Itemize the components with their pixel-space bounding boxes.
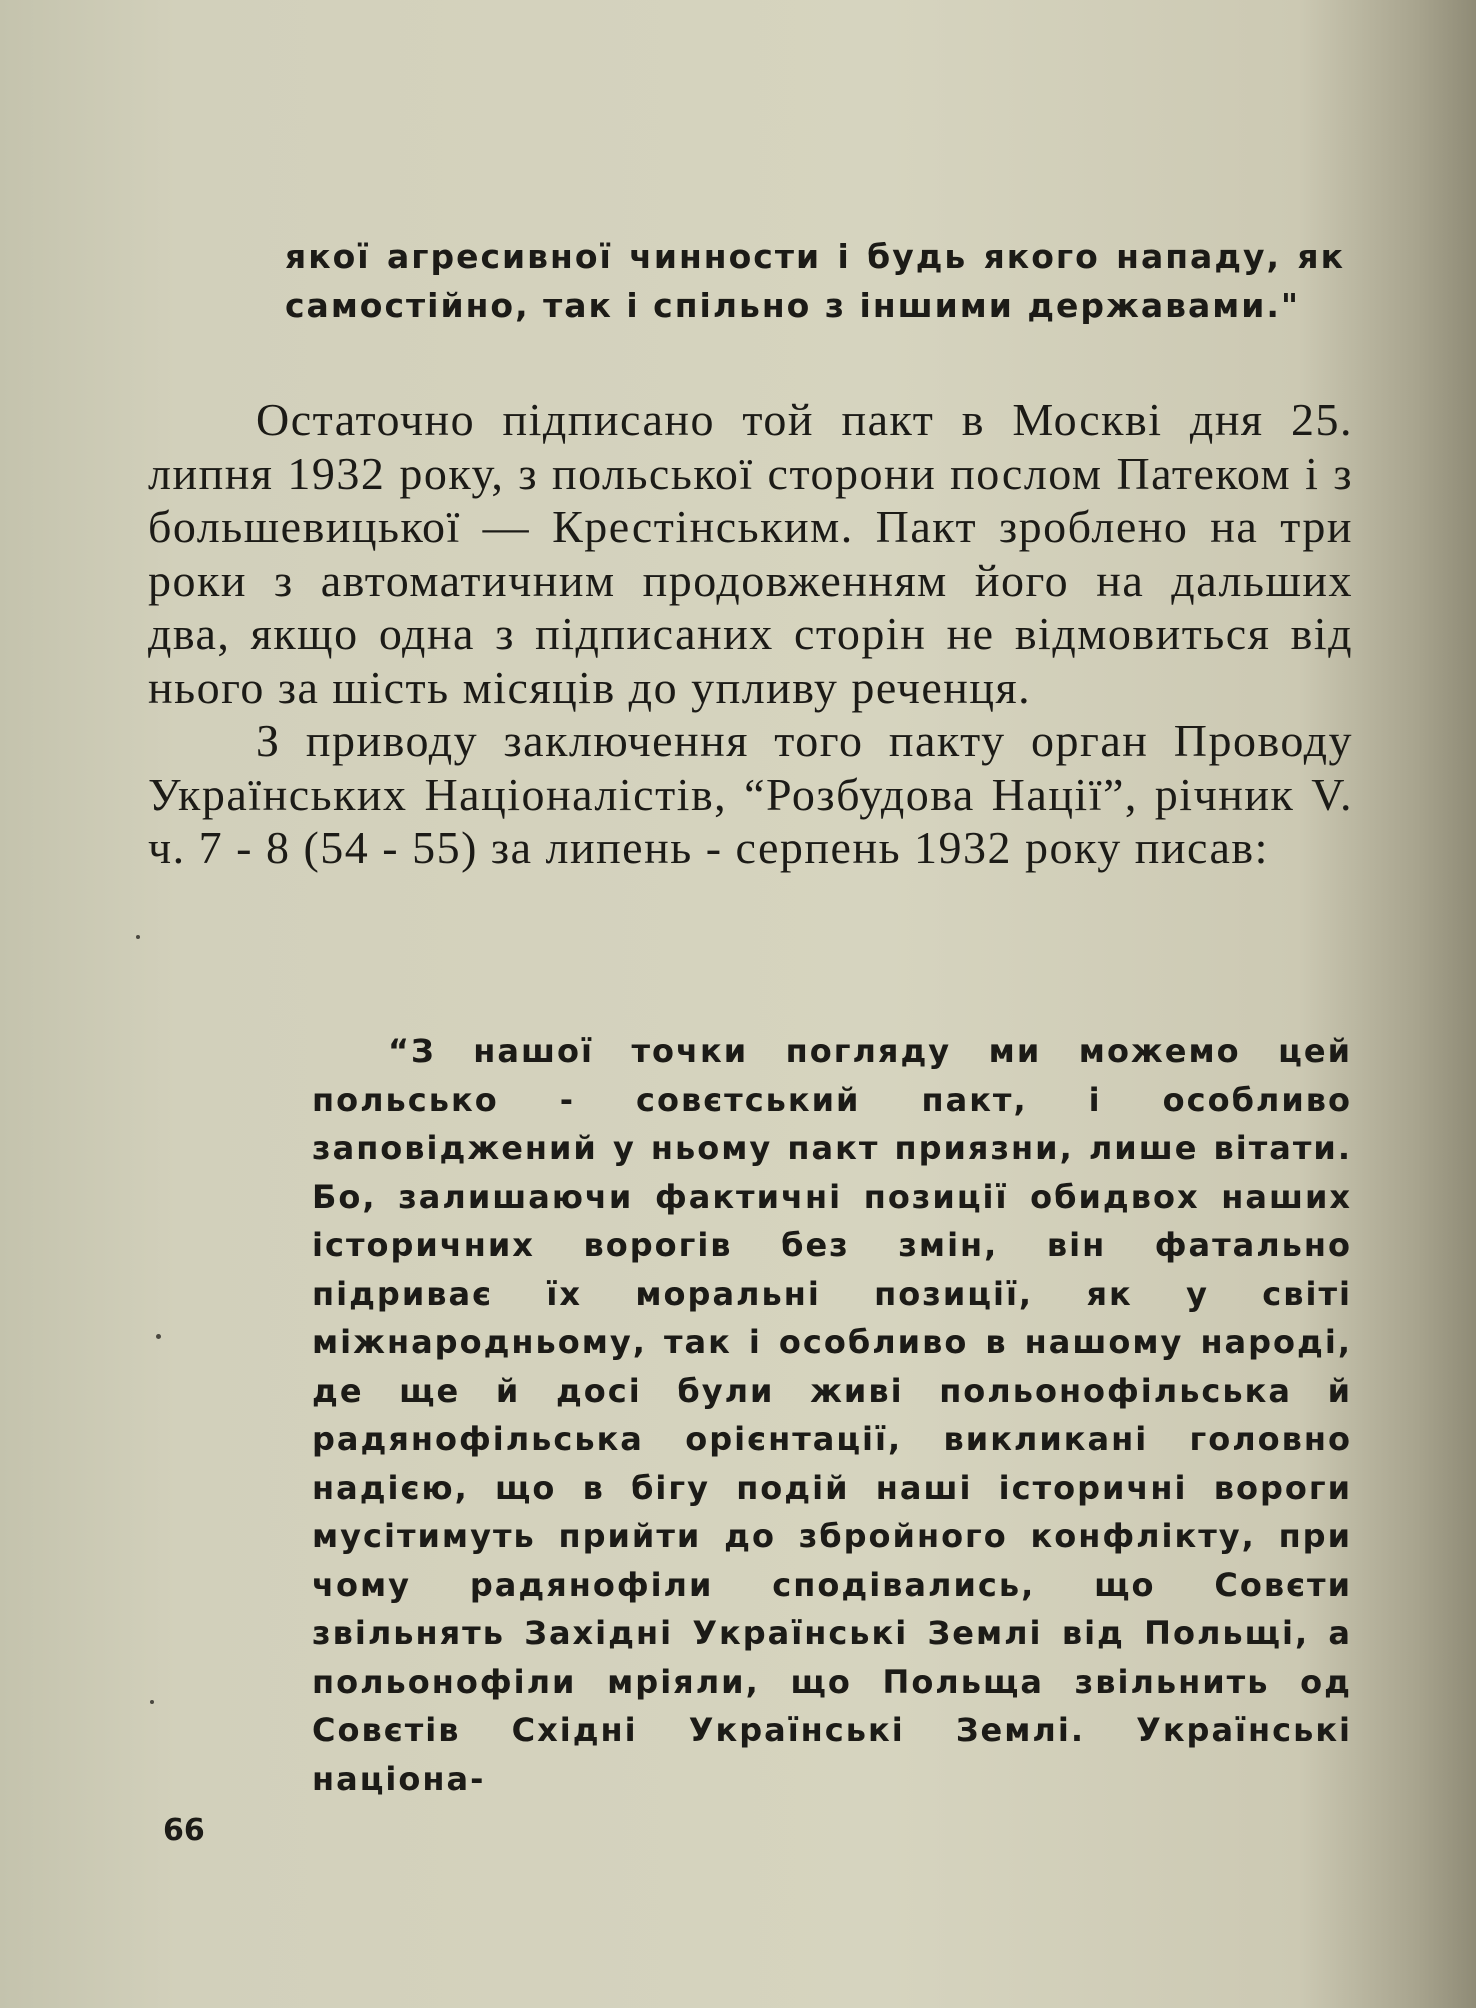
paper-speck: [136, 935, 140, 939]
quote-continuation: якої агресивної чинности і будь якого нападу, як самостійно, так і спільно з іншими державами.": [285, 237, 1345, 325]
paper-speck: [156, 1334, 161, 1339]
paper-speck: [150, 1700, 154, 1704]
quotation-text: “З нашої точки погляду ми можемо цей польсько - совєтський пакт, і особливо заповіджений у ньому пакт приязни, лише вітати. Бо, залишаючи фактичні позиції обидвох наших історичних ворогів без змін, він фатально підриває їх моральні позиції, як у світі міжнародньому, так і особливо в нашому народі, де ще й досі були живі польонофільська й радянофільська орієнтації, викликані головно надією, що в бігу подій наші історичні вороги мусітимуть прийти до збройного конфлікту, при чому радянофіли сподівались, що Совєти звільнять Західні Українські Землі від Польщі, а польонофіли мріяли, що Польща звільнить од Совєтів Східні Українські Землі. Українські націона-: [312, 1032, 1352, 1798]
main-body-text: [148, 393, 1353, 875]
block-quotation: [312, 1027, 1352, 1803]
paragraph-organ-quote-intro: З приводу заключення того пакту орган Проводу Українських Націоналістів, “Розбудова Нації”, річник V. ч. 7 - 8 (54 - 55) за липень - серпень 1932 року писав:: [148, 715, 1353, 873]
paragraph-pact-signed: Остаточно підписано той пакт в Москві дня 25. липня 1932 року, з польської сторони послом Патеком і з большевицької — Крестінським. Пакт зроблено на три роки з автоматичним продовженням його на дальших два, якщо одна з підписаних сторін не відмовиться від нього за шість місяців до упливу реченця.: [148, 394, 1353, 713]
page-number: 66: [163, 1813, 205, 1848]
